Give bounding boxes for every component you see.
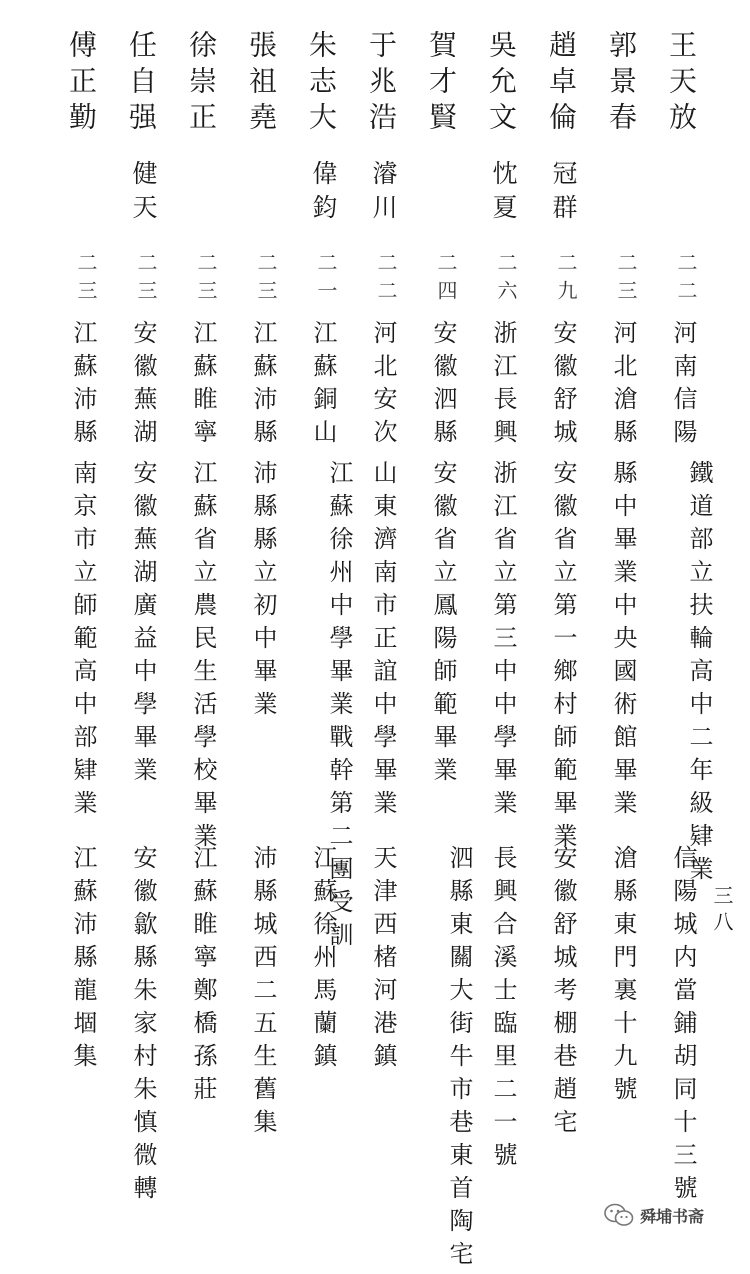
watermark <box>604 1198 704 1232</box>
age: 二三 <box>194 252 218 308</box>
watermark-text: 舜埔书斋 <box>640 1206 705 1226</box>
education: 山東濟南市正誼中學畢業 <box>369 460 397 823</box>
native-place: 江蘇沛縣 <box>249 320 277 452</box>
age: 二二 <box>674 252 698 308</box>
address: 江蘇沛縣龍堌集 <box>69 845 97 1076</box>
education: 沛縣縣立初中畢業 <box>249 460 277 724</box>
education: 江蘇省立農民生活學校畢業 <box>189 460 217 856</box>
student-name: 任自强 <box>125 30 158 138</box>
student-name: 郭景春 <box>605 30 638 138</box>
address: 沛縣城西二五生舊集 <box>249 845 277 1142</box>
student-name: 王天放 <box>665 30 698 138</box>
native-place: 江蘇睢寧 <box>189 320 217 452</box>
student-name: 徐崇正 <box>185 30 218 138</box>
age: 二二 <box>374 252 398 308</box>
address: 滄縣東門裏十九號 <box>609 845 637 1109</box>
age: 二一 <box>314 252 338 308</box>
address: 安徽歙縣朱家村朱慎微轉 <box>129 845 157 1208</box>
address: 安徽舒城考棚巷趙宅 <box>549 845 577 1142</box>
register-column-wang-tianfang <box>657 30 713 1230</box>
student-name: 賀才賢 <box>425 30 458 138</box>
native-place: 安徽蕪湖 <box>129 320 157 452</box>
register-column-ren-ziqiang <box>117 30 161 1230</box>
address: 泗縣東關大街牛市巷東首陶宅 <box>445 845 473 1274</box>
age: 二三 <box>134 252 158 308</box>
native-place: 安徽泗縣 <box>429 320 457 452</box>
register-column-yu-zhaohao <box>357 30 401 1230</box>
native-place: 安徽舒城 <box>549 320 577 452</box>
wechat-icon <box>604 1202 634 1228</box>
age: 二三 <box>614 252 638 308</box>
education: 南京市立師範高中部肄業 <box>69 460 97 823</box>
age: 二九 <box>554 252 578 308</box>
student-name: 朱志大 <box>305 30 338 138</box>
education: 安徽省立第一鄉村師範畢業 <box>549 460 577 856</box>
student-name: 傅正勤 <box>65 30 98 138</box>
age: 二三 <box>74 252 98 308</box>
courtesy-name: 忱夏 <box>489 160 518 228</box>
age: 二三 <box>254 252 278 308</box>
native-place: 河北滄縣 <box>609 320 637 452</box>
education: 浙江省立第三中中學畢業 <box>489 460 517 823</box>
courtesy-name: 偉鈞 <box>309 160 338 228</box>
register-column-zhu-zhida <box>297 30 353 1230</box>
education: 鐵道部立扶輪高中二年級肄業 <box>685 460 713 889</box>
education: 安徽省立鳳陽師範畢業 <box>429 460 457 790</box>
education: 縣中畢業中央國術館畢業 <box>609 460 637 823</box>
register-column-zhao-zhuolun <box>537 30 581 1230</box>
education: 江蘇徐州中學畢業戰幹第二團受訓 <box>325 460 353 955</box>
register-column-guo-jingchun <box>597 30 641 1230</box>
age: 二四 <box>434 252 458 308</box>
student-name: 于兆浩 <box>365 30 398 138</box>
native-place: 河南信陽 <box>669 320 697 452</box>
student-name: 張祖堯 <box>245 30 278 138</box>
register-column-fu-zhengqin <box>57 30 101 1230</box>
education: 安徽蕪湖廣益中學畢業 <box>129 460 157 790</box>
address: 信陽城内當鋪胡同十三號 <box>669 845 697 1208</box>
courtesy-name: 冠群 <box>549 160 578 228</box>
register-column-he-caixian <box>417 30 473 1274</box>
age: 二六 <box>494 252 518 308</box>
student-name: 吳允文 <box>485 30 518 138</box>
register-column-wu-yunwen <box>477 30 521 1230</box>
native-place: 江蘇沛縣 <box>69 320 97 452</box>
courtesy-name: 濬川 <box>369 160 398 228</box>
native-place: 浙江長興 <box>489 320 517 452</box>
courtesy-name: 健天 <box>129 160 158 228</box>
address: 江蘇睢寧鄭橋孫莊 <box>189 845 217 1109</box>
address: 天津西楮河港鎮 <box>369 845 397 1076</box>
page-number: 三八 <box>710 885 734 937</box>
register-column-zhang-zuyao <box>237 30 281 1230</box>
student-name: 趙卓倫 <box>545 30 578 138</box>
native-place: 江蘇銅山 <box>309 320 337 452</box>
register-column-xu-chongzheng <box>177 30 221 1230</box>
address: 江蘇徐州馬蘭鎮 <box>309 845 337 1076</box>
address: 長興合溪士臨里二一號 <box>489 845 517 1175</box>
native-place: 河北安次 <box>369 320 397 452</box>
